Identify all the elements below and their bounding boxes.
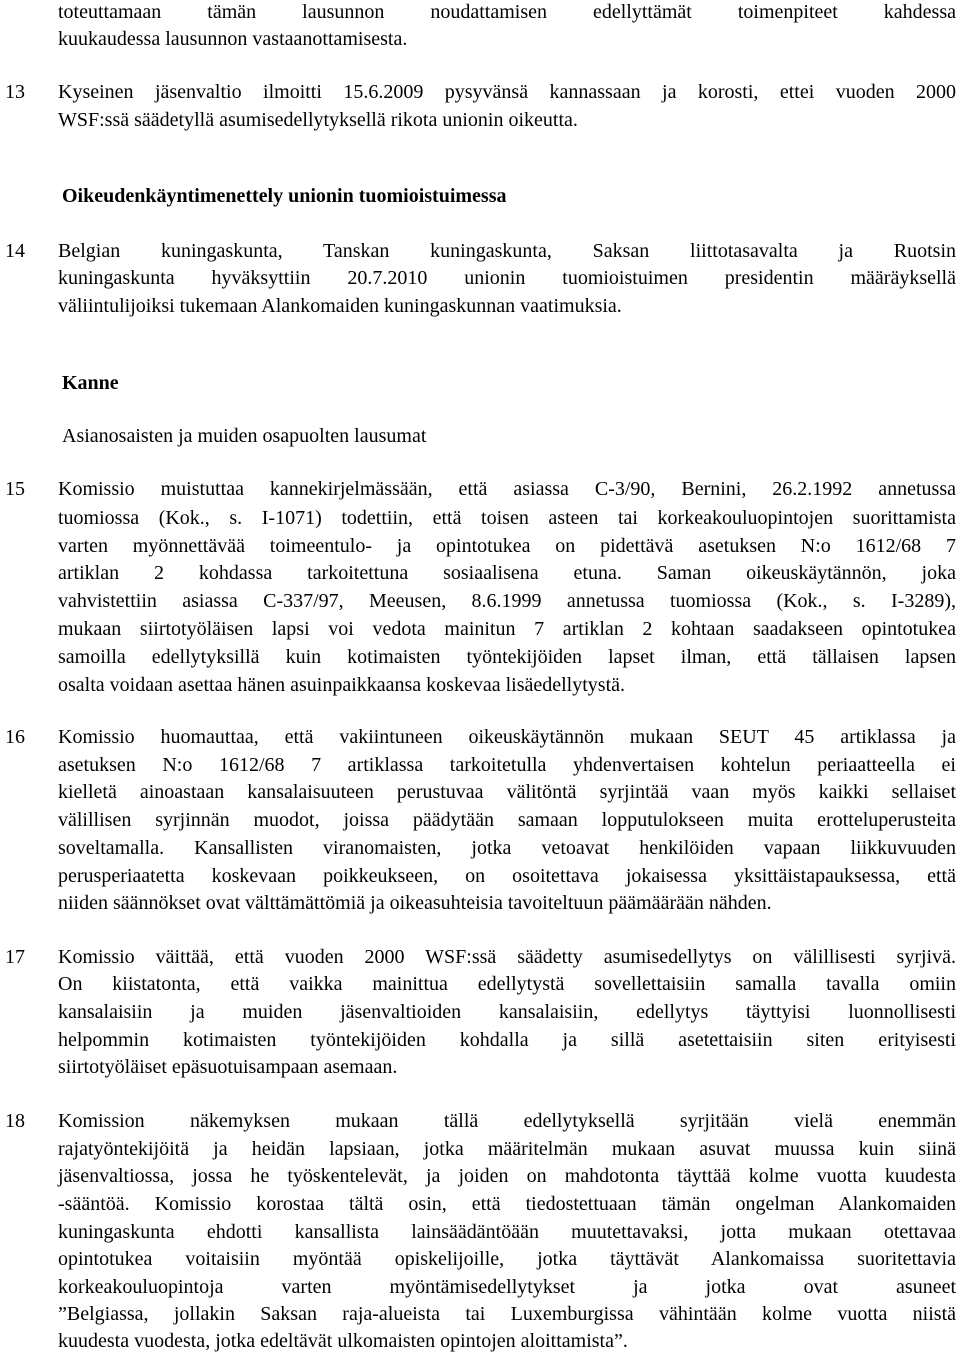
- paragraph-line: välillisen syrjinnän muodot, joissa päädytään samaan lopputulokseen muita erotteluperusteita: [58, 809, 956, 831]
- paragraph-line: ”Belgiassa, jollakin Saksan raja-alueista tai Luxemburgissa vähintään kolme vuotta niistä: [58, 1303, 956, 1325]
- paragraph-line: asetuksen N:o 1612/68 7 artiklassa tarkoitetulla yhdenvertaisen kohtelun periaatteella ei: [58, 754, 956, 776]
- paragraph-line: Komissio muistuttaa kannekirjelmässään, että asiassa C-3/90, Bernini, 26.2.1992 annetussa: [58, 478, 956, 500]
- paragraph-number: 15: [5, 478, 25, 500]
- paragraph-number: 14: [5, 240, 25, 262]
- paragraph-line: kielletä ainoastaan kansalaisuuteen perustuvaa välitöntä syrjintää vaan myös kaikki sellaiset: [58, 781, 956, 803]
- paragraph-line: väliintulijoiksi tukemaan Alankomaiden kuningaskunnan vaatimuksia.: [58, 295, 622, 317]
- paragraph-line: On kiistatonta, että vaikka mainittua edellytystä sovellettaisiin samalla tavalla omiin: [58, 973, 956, 995]
- paragraph-line: kuudesta vuodesta, jotka edeltävät ulkomaisten opintojen aloittamista”.: [58, 1330, 628, 1352]
- paragraph-line: WSF:ssä säädetyllä asumisedellytyksellä rikota unionin oikeutta.: [58, 109, 578, 131]
- paragraph-line: kuningaskunta hyväksyttiin 20.7.2010 unionin tuomioistuimen presidentin määräyksellä: [58, 267, 956, 289]
- paragraph-line: samoilla edellytyksillä kuin kotimaisten työntekijöiden lapset ilman, että tällaisen lapsen: [58, 646, 956, 668]
- paragraph-line: tuomiossa (Kok., s. I-1071) todettiin, että toisen asteen tai korkeakouluopintojen suorittamista: [58, 507, 956, 529]
- paragraph-line: varten myönnettävää toimeentulo- ja opintotukea on pidettävä asetuksen N:o 1612/68 7: [58, 535, 956, 557]
- paragraph-line: opintotukea voitaisiin myöntää opiskelijoille, jotka täyttävät Alankomaissa suoritettavia: [58, 1248, 956, 1270]
- paragraph-line: rajatyöntekijöitä ja heidän lapsiaan, jotka määritelmän mukaan asuvat muussa kuin siinä: [58, 1138, 956, 1160]
- paragraph-line: mukaan siirtotyöläisen lapsi voi vedota mainitun 7 artiklan 2 kohtaan saadakseen opintotukea: [58, 618, 956, 640]
- paragraph-number: 16: [5, 726, 25, 748]
- paragraph-number: 17: [5, 946, 25, 968]
- paragraph-line: korkeakouluopintoja varten myöntämisedellytykset ja jotka ovat asuneet: [58, 1276, 956, 1298]
- intro-line: kuukaudessa lausunnon vastaanottamisesta.: [58, 28, 408, 50]
- paragraph-line: niiden säännökset ovat välttämättömiä ja oikeasuhteisia tavoiteltuun päämäärään nähden.: [58, 892, 772, 914]
- paragraph-line: siirtotyöläiset epäsuotuisampaan asemaan.: [58, 1056, 398, 1078]
- paragraph-line: helpommin kotimaisten työntekijöiden kohdalla ja sillä asetettaisiin siten erityisesti: [58, 1029, 956, 1051]
- intro-line: toteuttamaan tämän lausunnon noudattamisen edellyttämät toimenpiteet kahdessa: [58, 1, 956, 23]
- paragraph-line: Komissio väittää, että vuoden 2000 WSF:ssä säädetty asumisedellytys on välillisesti syrjivä.: [58, 946, 956, 968]
- paragraph-line: vahvistettiin asiassa C-337/97, Meeusen, 8.6.1999 annetussa tuomiossa (Kok., s. I-3289),: [58, 590, 956, 612]
- paragraph-number: 18: [5, 1110, 25, 1132]
- paragraph-line: jäsenvaltiossa, jossa he työskentelevät, ja joiden on mahdotonta täyttää kolme vuotta kuudesta: [58, 1165, 956, 1187]
- paragraph-line: Kyseinen jäsenvaltio ilmoitti 15.6.2009 pysyvänsä kannassaan ja korosti, ettei vuoden 2000: [58, 81, 956, 103]
- paragraph-line: kansalaisiin ja muiden jäsenvaltioiden kansalaisiin, edellytys täyttyisi luonnollisesti: [58, 1001, 956, 1023]
- section-heading: Kanne: [62, 372, 119, 394]
- paragraph-line: Komission näkemyksen mukaan tällä edellytyksellä syrjitään vielä enemmän: [58, 1110, 956, 1132]
- paragraph-line: osalta voidaan asettaa hänen asuinpaikkaansa koskevaa lisäedellytystä.: [58, 674, 626, 696]
- paragraph-line: -sääntöä. Komissio korostaa tältä osin, että tiedostettuaan tämän ongelman Alankomaiden: [58, 1193, 956, 1215]
- paragraph-line: kuningaskunta ehdotti kansallista lainsäädäntöään muutettavaksi, jotta mukaan otettavaa: [58, 1221, 956, 1243]
- paragraph-line: soveltamalla. Kansallisten viranomaisten, jotka vetoavat henkilöiden vapaan liikkuvuuden: [58, 837, 956, 859]
- paragraph-line: Komissio huomauttaa, että vakiintuneen oikeuskäytännön mukaan SEUT 45 artiklassa ja: [58, 726, 956, 748]
- section-subheading: Asianosaisten ja muiden osapuolten lausumat: [62, 425, 427, 447]
- paragraph-line: perusperiaatetta koskevaan poikkeukseen, on osoitettava jokaisessa yksittäistapauksessa, että: [58, 865, 956, 887]
- section-heading: Oikeudenkäyntimenettely unionin tuomioistuimessa: [62, 185, 507, 207]
- paragraph-line: Belgian kuningaskunta, Tanskan kuningaskunta, Saksan liittotasavalta ja Ruotsin: [58, 240, 956, 262]
- paragraph-number: 13: [5, 81, 25, 103]
- paragraph-line: artiklan 2 kohdassa tarkoitettuna sosiaalisena etuna. Saman oikeuskäytännön, joka: [58, 562, 956, 584]
